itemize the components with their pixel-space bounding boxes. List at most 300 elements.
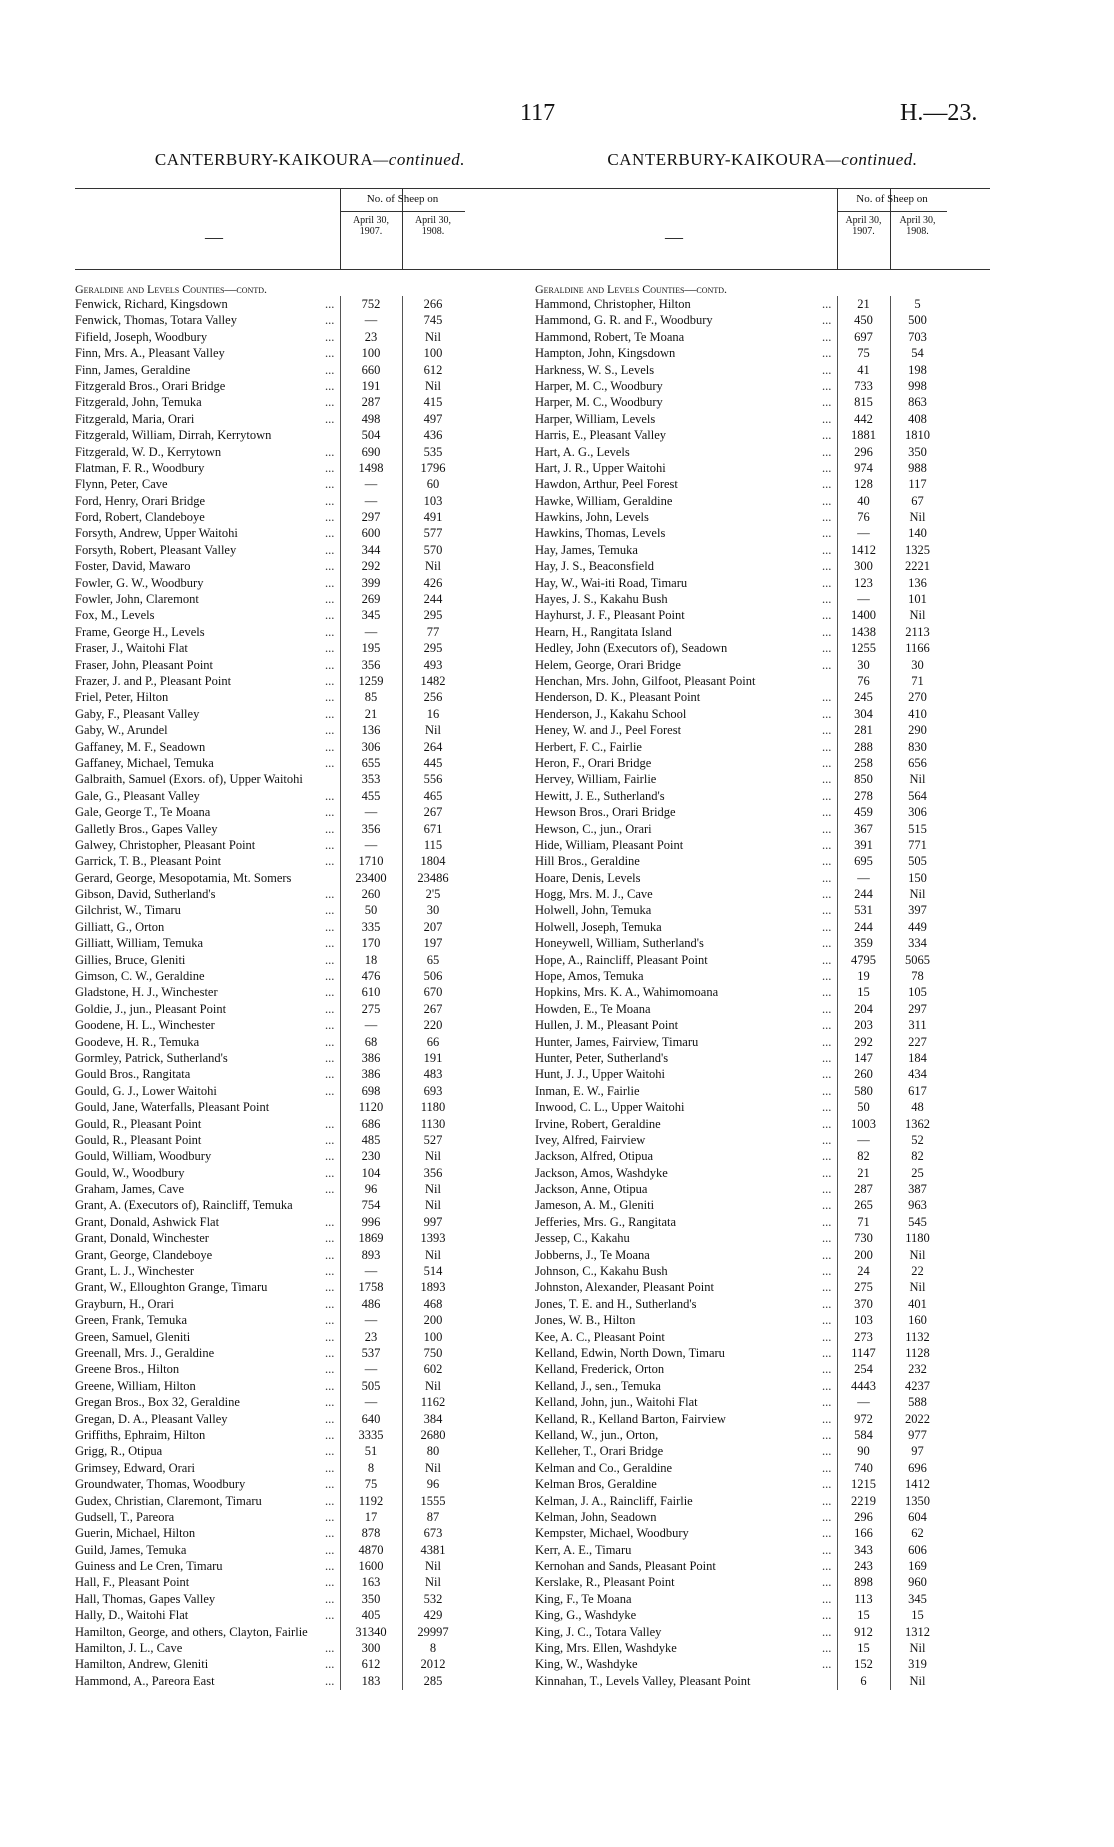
table-row	[535, 984, 990, 1000]
table-row	[75, 755, 545, 771]
sheep-1908: 334	[908, 936, 927, 951]
table-row	[75, 591, 545, 607]
sheep-1908: 101	[908, 592, 927, 607]
leader-dots: ...	[325, 1346, 335, 1360]
owner-name: Heney, W. and J., Peel Forest	[535, 723, 682, 738]
owner-name: Fitzgerald Bros., Orari Bridge	[75, 378, 226, 393]
sheep-1907: 21	[364, 706, 378, 721]
table-row	[75, 706, 545, 722]
sheep-1908: 410	[908, 706, 927, 721]
sheep-1908: 266	[423, 297, 443, 311]
owner-name: Hewitt, J. E., Sutherland's	[535, 788, 665, 803]
sheep-1907: 370	[854, 1296, 873, 1311]
sheep-1908: 4381	[420, 1542, 446, 1557]
table-row	[75, 771, 545, 787]
table-row	[75, 935, 545, 951]
leader-dots: ...	[822, 755, 832, 770]
table-row	[535, 771, 990, 787]
sheep-1908: Nil	[909, 608, 926, 623]
sheep-1908: 497	[423, 411, 443, 426]
sheep-1908: 1180	[905, 1231, 930, 1246]
owner-name: Hope, A., Raincliff, Pleasant Point	[535, 952, 708, 967]
sheep-1908: 48	[911, 1100, 924, 1115]
owner-name: Kelland, W., jun., Orton,	[535, 1427, 659, 1442]
sheep-1908: 22	[911, 1264, 924, 1279]
sheep-1907: 610	[361, 985, 381, 1000]
owner-name: King, F., Te Moana	[535, 1591, 632, 1606]
owner-name: King, J. C., Totara Valley	[535, 1624, 662, 1639]
table-row	[75, 1591, 545, 1607]
leader-dots: ...	[325, 542, 335, 557]
sheep-1908: 184	[908, 1050, 927, 1065]
owner-name: Grayburn, H., Orari	[75, 1296, 174, 1311]
owner-name: Graham, James, Cave	[75, 1182, 184, 1197]
sheep-1908: 1166	[905, 641, 930, 656]
table-row	[75, 312, 545, 328]
leader-dots: ...	[822, 641, 832, 656]
leader-dots: ...	[822, 1591, 832, 1606]
sheep-1908: 445	[423, 755, 443, 770]
table-row	[535, 1574, 990, 1590]
sheep-1908: 671	[423, 821, 443, 836]
sheep-1907: 655	[361, 755, 381, 770]
owner-name: Hewson, C., jun., Orari	[535, 821, 652, 836]
sheep-1907: —	[364, 1395, 378, 1410]
sheep-1907: 287	[361, 395, 381, 410]
leader-dots: ...	[822, 1444, 832, 1459]
leader-dots: ...	[822, 919, 832, 934]
table-row	[75, 493, 545, 509]
sheep-1907: 399	[361, 575, 381, 590]
col-1908-header: April 30, 1908.	[899, 215, 936, 237]
sheep-1907: 243	[854, 1559, 873, 1574]
sheep-1908: 264	[423, 739, 443, 754]
owner-name: Foster, David, Mawaro	[75, 559, 191, 574]
owner-name: Jackson, Amos, Washdyke	[535, 1165, 668, 1180]
owner-name: Friel, Peter, Hilton	[75, 690, 169, 705]
owner-name: Kempster, Michael, Woodbury	[535, 1526, 689, 1541]
leader-dots: ...	[822, 952, 832, 967]
owner-name: Frazer, J. and P., Pleasant Point	[75, 673, 232, 688]
sheep-1908: 71	[911, 673, 924, 688]
owner-name: Helem, George, Orari Bridge	[535, 657, 681, 672]
leader-dots: ...	[325, 854, 335, 869]
owner-name: Hullen, J. M., Pleasant Point	[535, 1018, 679, 1033]
sheep-1908: 78	[911, 969, 924, 984]
sheep-1908: 750	[423, 1346, 443, 1360]
owner-name: Holwell, Joseph, Temuka	[535, 919, 662, 934]
sheep-1908: 387	[908, 1182, 927, 1197]
table-row	[535, 1214, 990, 1230]
owner-name: Kelman, John, Seadown	[535, 1509, 657, 1524]
sheep-1908: 468	[423, 1296, 443, 1311]
leader-dots: ...	[325, 559, 335, 574]
owner-name: Flynn, Peter, Cave	[75, 477, 168, 492]
sheep-1907: 584	[854, 1427, 873, 1442]
leader-dots: ...	[822, 1001, 832, 1016]
sheep-1908: 745	[423, 313, 443, 328]
sheep-1907: 96	[364, 1182, 378, 1197]
table-row	[75, 607, 545, 623]
table-row	[535, 1673, 990, 1689]
owner-name: Gimson, C. W., Geraldine	[75, 969, 205, 984]
owner-name: Kelman and Co., Geraldine	[535, 1460, 673, 1475]
sheep-1908: 493	[423, 657, 443, 672]
sheep-1908: 491	[423, 510, 443, 525]
table-row	[535, 1558, 990, 1574]
sheep-1907: 898	[854, 1575, 873, 1590]
owner-name: Hart, J. R., Upper Waitohi	[535, 460, 666, 475]
sheep-1908: Nil	[909, 772, 926, 787]
owner-name: Greene Bros., Hilton	[75, 1362, 180, 1377]
leader-dots: ...	[325, 608, 335, 623]
leader-dots: ...	[822, 1313, 832, 1328]
sheep-1907: 1881	[851, 428, 876, 443]
leader-dots: ...	[325, 592, 335, 607]
owner-name: Hamilton, J. L., Cave	[75, 1641, 183, 1656]
sheep-1907: 754	[361, 1198, 381, 1213]
sheep-1907: 972	[854, 1411, 873, 1426]
table-row	[535, 657, 990, 673]
table-row	[535, 870, 990, 886]
leader-dots: ...	[325, 460, 335, 475]
sheep-1907: 1869	[358, 1231, 384, 1246]
table-row	[75, 1460, 545, 1476]
column-title	[535, 150, 990, 180]
sheep-1907: 1003	[851, 1116, 876, 1131]
owner-name: Ford, Henry, Orari Bridge	[75, 493, 206, 508]
sheep-1908: 1393	[420, 1231, 446, 1246]
table-row	[75, 1509, 545, 1525]
owner-name: Greenall, Mrs. J., Geraldine	[75, 1346, 215, 1360]
table-row	[75, 886, 545, 902]
table-row	[75, 1411, 545, 1427]
sheep-1908: 200	[423, 1313, 443, 1328]
owner-name: Gormley, Patrick, Sutherland's	[75, 1050, 228, 1065]
sheep-1907: 1438	[851, 624, 876, 639]
column-title-suffix: —continued.	[373, 150, 466, 169]
sheep-1907: 686	[361, 1116, 381, 1131]
sheep-1908: 100	[423, 1329, 443, 1344]
owner-name: Hay, James, Temuka	[535, 542, 638, 557]
sheep-1907: —	[857, 1395, 870, 1410]
sheep-1907: 386	[361, 1067, 381, 1082]
leader-dots: ...	[325, 1067, 335, 1082]
owner-name: Fowler, John, Claremont	[75, 592, 199, 607]
owner-name: Grigg, R., Otipua	[75, 1444, 163, 1459]
sheep-1907: 367	[854, 821, 873, 836]
sheep-1908: 115	[423, 837, 443, 852]
owner-name: Goodene, H. L., Winchester	[75, 1018, 215, 1033]
leader-dots: ...	[822, 362, 832, 377]
leader-dots: ...	[325, 1378, 335, 1393]
entry-list	[75, 296, 545, 1689]
sheep-1908: 67	[911, 493, 924, 508]
owner-name: Hewson Bros., Orari Bridge	[535, 805, 676, 820]
owner-name: Hammond, A., Pareora East	[75, 1673, 215, 1688]
leader-dots: ...	[325, 1018, 335, 1033]
table-row	[535, 1640, 990, 1656]
sheep-1907: 343	[854, 1542, 873, 1557]
sheep-1908: 267	[423, 1001, 443, 1016]
leader-dots: ...	[822, 428, 832, 443]
sheep-1908: 436	[423, 428, 443, 443]
sheep-1908: 515	[908, 821, 927, 836]
sheep-1908: 500	[908, 313, 927, 328]
sheep-1907: 273	[854, 1329, 873, 1344]
leader-dots: ...	[325, 1264, 335, 1279]
sheep-1907: —	[364, 477, 378, 492]
table-row	[75, 1197, 545, 1213]
owner-name: Gaby, F., Pleasant Valley	[75, 706, 200, 721]
table-row	[75, 296, 545, 312]
sheep-1908: 100	[423, 346, 443, 361]
owner-name: Hawkins, Thomas, Levels	[535, 526, 666, 541]
sheep-1908: Nil	[425, 1460, 441, 1475]
table-row	[535, 542, 990, 558]
table-header	[535, 188, 990, 270]
leader-dots: ...	[822, 510, 832, 525]
table-row	[75, 1345, 545, 1361]
owner-name: Gould, W., Woodbury	[75, 1165, 185, 1180]
sheep-1907: 3335	[358, 1427, 384, 1442]
leader-dots: ...	[822, 1247, 832, 1262]
owner-name: Finn, James, Geraldine	[75, 362, 191, 377]
table-row	[535, 1607, 990, 1623]
sheep-1907: 245	[854, 690, 873, 705]
table-row	[535, 935, 990, 951]
leader-dots: ...	[822, 346, 832, 361]
leader-dots: ...	[822, 559, 832, 574]
sheep-1907: 640	[361, 1411, 381, 1426]
table-row	[535, 460, 990, 476]
sheep-1908: Nil	[425, 723, 441, 738]
sheep-1908: 2680	[420, 1427, 446, 1442]
table-row	[75, 1247, 545, 1263]
sheep-1907: 695	[854, 854, 873, 869]
sheep-1908: Nil	[425, 1182, 441, 1197]
sheep-1908: 285	[423, 1673, 443, 1688]
table-row	[75, 1607, 545, 1623]
table-row	[535, 1427, 990, 1443]
owner-name: Hamilton, George, and others, Clayton, Fairlie	[75, 1624, 308, 1639]
leader-dots: ...	[822, 477, 832, 492]
sheep-1907: 531	[854, 903, 873, 918]
sheep-1907: 104	[361, 1165, 381, 1180]
sheep-1907: 76	[857, 673, 870, 688]
sheep-1908: 988	[908, 460, 927, 475]
owner-name: Hayes, J. S., Kakahu Bush	[535, 592, 668, 607]
owner-name: Kee, A. C., Pleasant Point	[535, 1329, 665, 1344]
sheep-1907: 878	[361, 1526, 381, 1541]
sheep-1908: 449	[908, 919, 927, 934]
sheep-1908: 1555	[420, 1493, 446, 1508]
sheep-1907: —	[364, 493, 378, 508]
sheep-1907: 6	[860, 1673, 867, 1688]
owner-name: Ivey, Alfred, Fairview	[535, 1132, 646, 1147]
table-row	[535, 788, 990, 804]
table-row	[535, 1460, 990, 1476]
table-row	[535, 689, 990, 705]
sheep-1907: 356	[361, 821, 381, 836]
sheep-1907: 1215	[851, 1477, 876, 1492]
page-number: 117	[520, 100, 556, 126]
leader-dots: ...	[822, 1526, 832, 1541]
sheep-1907: 19	[857, 969, 870, 984]
sheep-1908: 612	[423, 362, 443, 377]
sheep-1907: —	[857, 526, 870, 541]
leader-dots: ...	[822, 378, 832, 393]
owner-name: Grant, George, Clandeboye	[75, 1247, 213, 1262]
owner-name: Hunter, Peter, Sutherland's	[535, 1050, 669, 1065]
table-row	[535, 804, 990, 820]
leader-dots: ...	[325, 1591, 335, 1606]
sheep-1907: 23	[364, 329, 378, 344]
leader-dots: ...	[325, 1608, 335, 1623]
owner-name: Hopkins, Mrs. K. A., Wahimomoana	[535, 985, 719, 1000]
sheep-1908: 4237	[905, 1378, 930, 1393]
sheep-1908: 232	[908, 1362, 927, 1377]
table-row	[535, 1230, 990, 1246]
sheep-1907: 740	[854, 1460, 873, 1475]
leader-dots: ...	[822, 1460, 832, 1475]
leader-dots: ...	[822, 657, 832, 672]
table-row	[535, 1329, 990, 1345]
sheep-1908: 535	[423, 444, 443, 459]
sheep-1908: 306	[908, 805, 927, 820]
table-row	[75, 575, 545, 591]
leader-dots: ...	[325, 936, 335, 951]
sheep-1907: 1498	[358, 460, 384, 475]
sheep-1907: 90	[857, 1444, 870, 1459]
sheep-1908: 997	[423, 1214, 443, 1229]
owner-name: Gibson, David, Sutherland's	[75, 887, 216, 902]
leader-dots: ...	[822, 592, 832, 607]
owner-name: Hayhurst, J. F., Pleasant Point	[535, 608, 685, 623]
sheep-1908: 295	[423, 641, 443, 656]
leader-dots: ...	[822, 542, 832, 557]
sheep-1907: 486	[361, 1296, 381, 1311]
owner-name: Gudex, Christian, Claremont, Timaru	[75, 1493, 262, 1508]
owner-name: Harper, M. C., Woodbury	[535, 378, 663, 393]
leader-dots: ...	[822, 1542, 832, 1557]
sheep-1908: 2'5	[425, 887, 441, 902]
sheep-1908: 465	[423, 788, 443, 803]
leader-dots: ...	[822, 1329, 832, 1344]
sheep-1907: 230	[361, 1149, 381, 1164]
sheep-1907: 1400	[851, 608, 876, 623]
table-row	[535, 1411, 990, 1427]
table-row	[535, 919, 990, 935]
table-row	[75, 984, 545, 1000]
table-row	[535, 1624, 990, 1640]
table-row	[75, 1312, 545, 1328]
table-row	[75, 558, 545, 574]
sheep-1907: —	[364, 313, 378, 328]
leader-dots: ...	[822, 444, 832, 459]
leader-dots: ...	[325, 510, 335, 525]
leader-dots: ...	[822, 1559, 832, 1574]
sheep-1908: 60	[426, 477, 440, 492]
owner-name: Johnson, C., Kakahu Bush	[535, 1264, 668, 1279]
leader-dots: ...	[325, 493, 335, 508]
leader-dots: ...	[325, 395, 335, 410]
table-row	[535, 886, 990, 902]
leader-dots: ...	[325, 378, 335, 393]
sheep-1908: Nil	[425, 1149, 441, 1164]
sheep-1907: 1758	[358, 1280, 384, 1295]
table-row	[535, 591, 990, 607]
sheep-1907: 258	[854, 755, 873, 770]
table-row	[535, 476, 990, 492]
sheep-1907: 30	[857, 657, 870, 672]
owner-name: Kelland, Frederick, Orton	[535, 1362, 665, 1377]
leader-dots: ...	[325, 1329, 335, 1344]
sheep-1907: 405	[361, 1608, 381, 1623]
sheep-1907: 203	[854, 1018, 873, 1033]
sheep-1908: Nil	[425, 1198, 441, 1213]
table-row	[75, 640, 545, 656]
leader-dots: ...	[325, 673, 335, 688]
owner-name: Hay, W., Wai-iti Road, Timaru	[535, 575, 688, 590]
leader-dots: ...	[822, 1575, 832, 1590]
sheep-1907: 275	[361, 1001, 381, 1016]
sheep-1907: 40	[857, 493, 870, 508]
leader-dots: ...	[325, 723, 335, 738]
sheep-1908: 505	[908, 854, 927, 869]
table-row	[75, 542, 545, 558]
sheep-1908: 577	[423, 526, 443, 541]
sheep-1908: 588	[908, 1395, 927, 1410]
sheep-1908: 140	[908, 526, 927, 541]
owner-name: Groundwater, Thomas, Woodbury	[75, 1477, 246, 1492]
sheep-1907: 350	[361, 1591, 381, 1606]
table-row	[535, 1591, 990, 1607]
table-row	[75, 394, 545, 410]
table-row	[535, 968, 990, 984]
table-row	[75, 1443, 545, 1459]
owner-name: Hammond, Christopher, Hilton	[535, 297, 691, 311]
sheep-1907: 300	[854, 559, 873, 574]
col-1907-header: April 30, 1907.	[845, 215, 882, 237]
owner-name: Harper, M. C., Woodbury	[535, 395, 663, 410]
owner-name: Heron, F., Orari Bridge	[535, 755, 652, 770]
sheep-1908: 350	[908, 444, 927, 459]
table-row	[75, 1279, 545, 1295]
sheep-1908: 556	[423, 772, 443, 787]
owner-name: Jessep, C., Kakahu	[535, 1231, 630, 1246]
sheep-1908: 384	[423, 1411, 443, 1426]
sheep-1907: 287	[854, 1182, 873, 1197]
table-row	[535, 411, 990, 427]
leader-dots: ...	[822, 1346, 832, 1360]
table-row	[75, 804, 545, 820]
owner-name: Gilliatt, William, Temuka	[75, 936, 204, 951]
owner-name: Gregan, D. A., Pleasant Valley	[75, 1411, 228, 1426]
owner-name: Hay, J. S., Beaconsfield	[535, 559, 654, 574]
leader-dots: ...	[325, 1116, 335, 1131]
leader-dots: ...	[325, 1673, 335, 1688]
table-row	[535, 1525, 990, 1541]
sheep-1907: 600	[361, 526, 381, 541]
leader-dots: ...	[822, 887, 832, 902]
sheep-1908: 65	[426, 952, 440, 967]
leader-dots: ...	[822, 870, 832, 885]
leader-dots: ...	[822, 1214, 832, 1229]
sheep-1907: 136	[361, 723, 381, 738]
owner-name: Inwood, C. L., Upper Waitohi	[535, 1100, 685, 1115]
owner-name: Hall, F., Pleasant Point	[75, 1575, 190, 1590]
